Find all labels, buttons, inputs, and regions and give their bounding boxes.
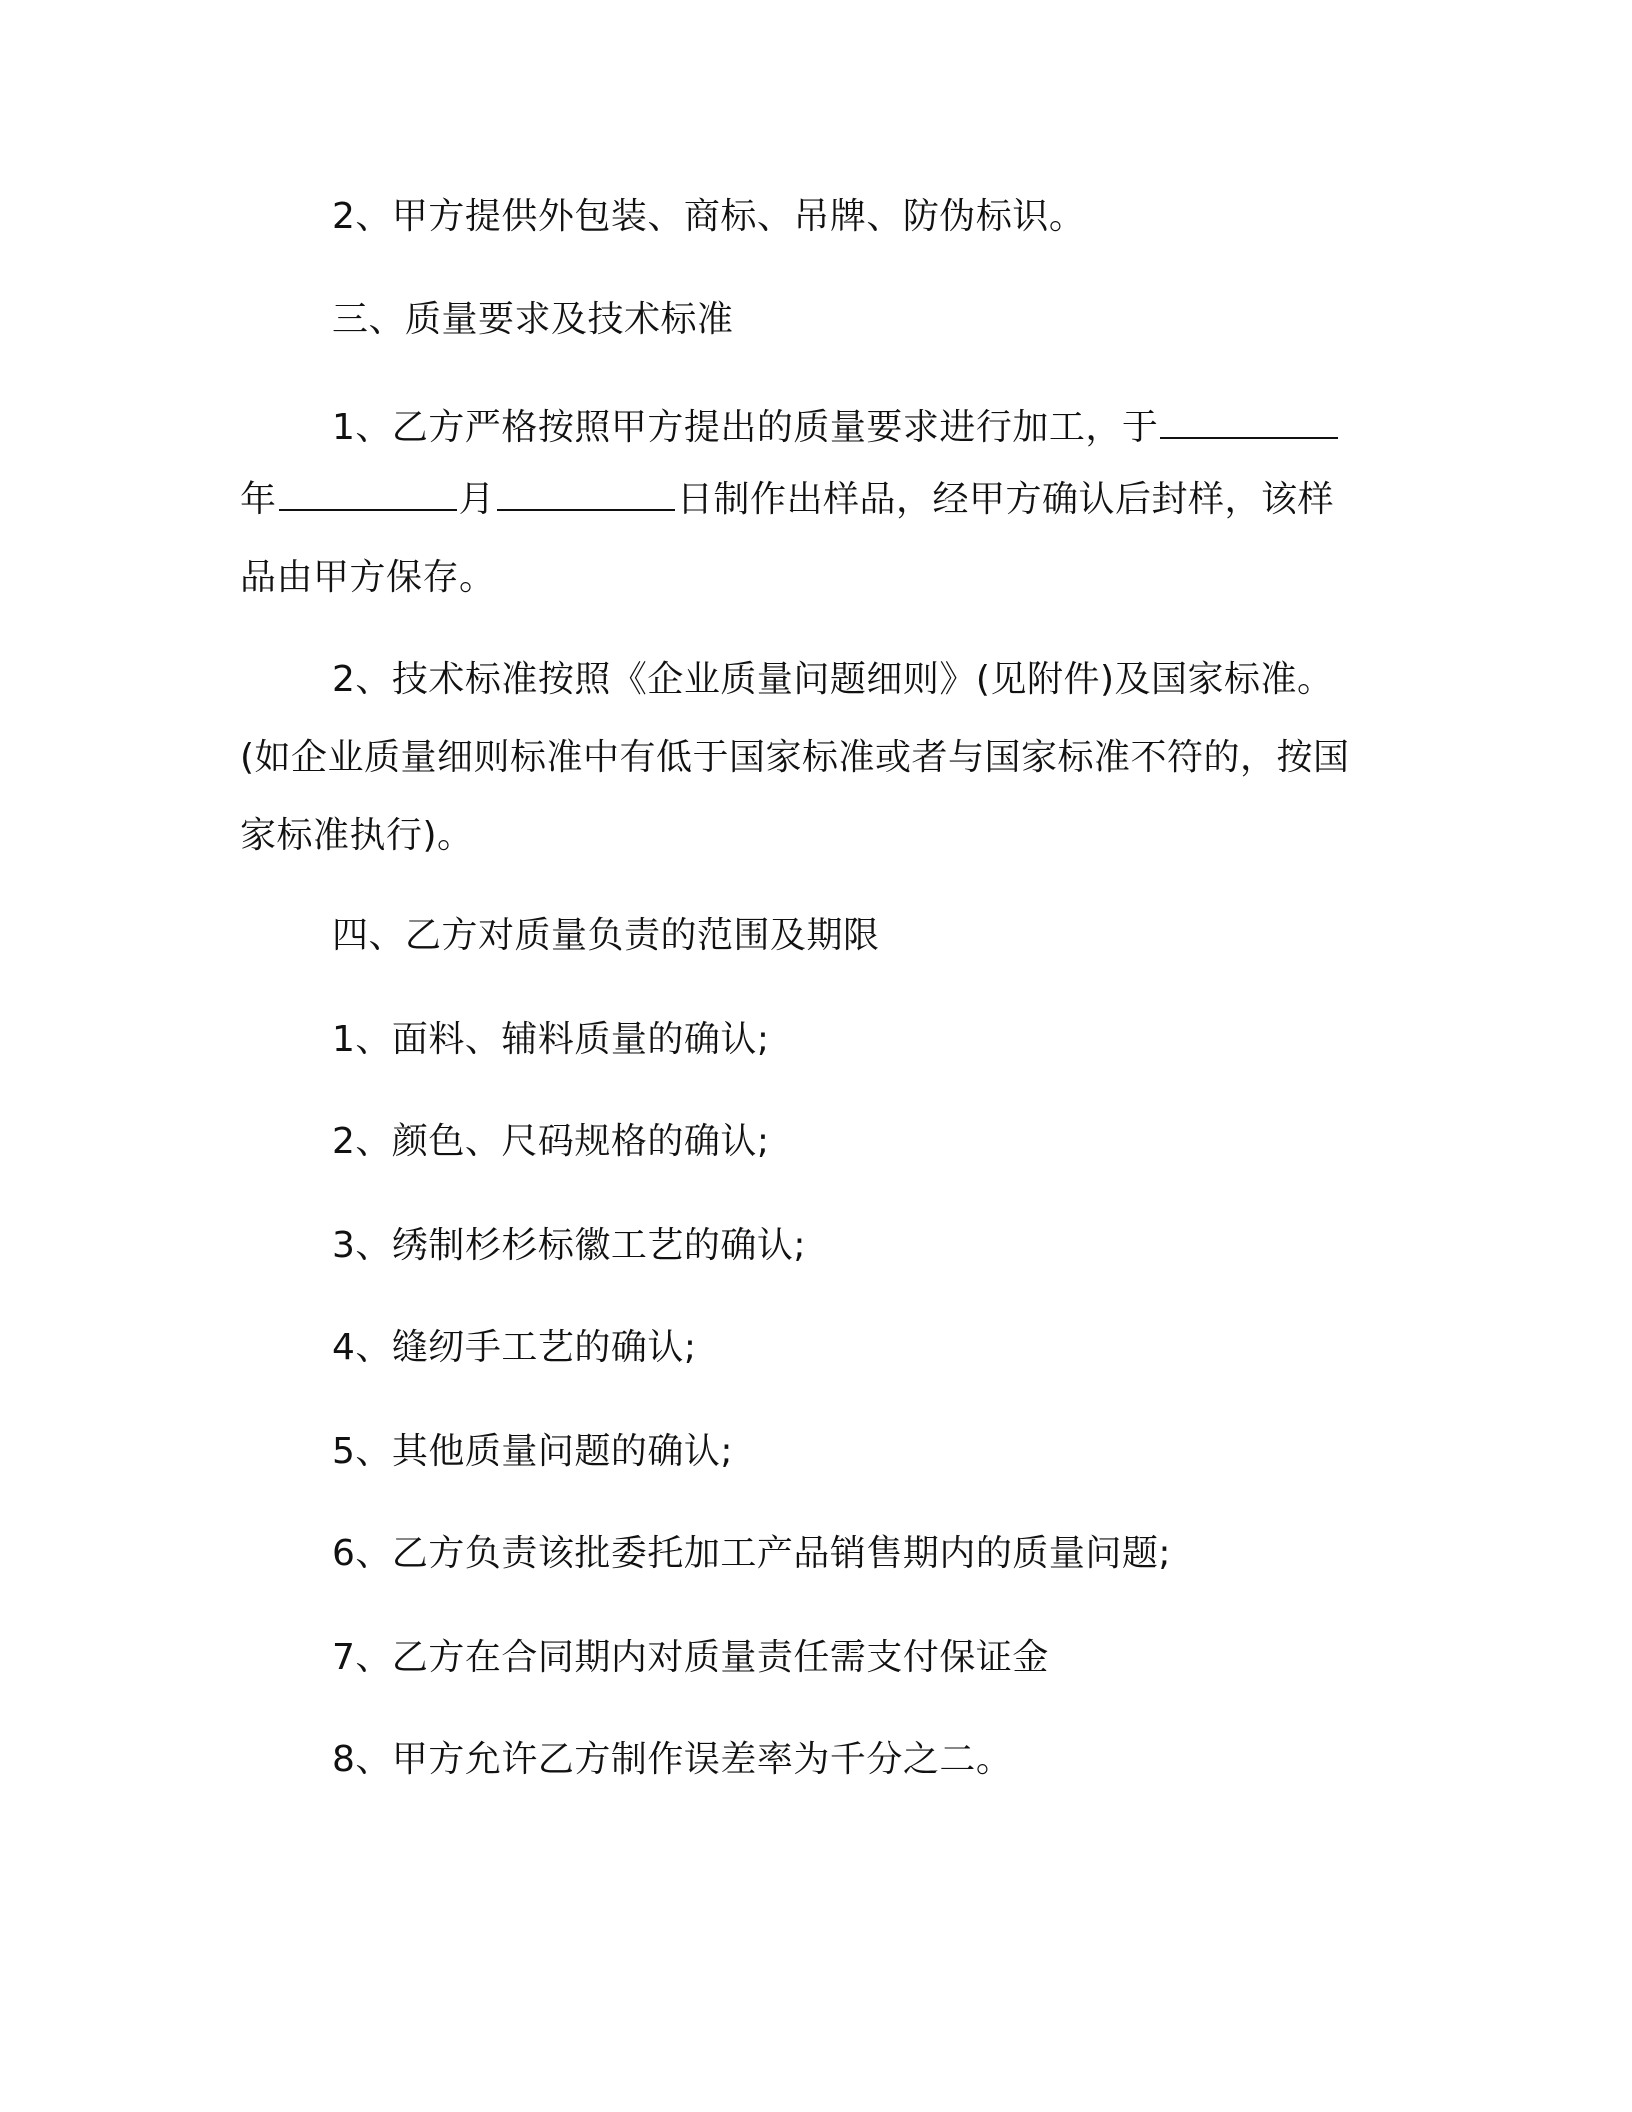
list-item: 3、绣制杉杉标徽工艺的确认; xyxy=(332,1225,807,1266)
list-item: 5、其他质量问题的确认; xyxy=(332,1431,734,1472)
section-heading-3: 三、质量要求及技术标准 xyxy=(332,299,734,340)
clause-2-packaging: 2、甲方提供外包装、商标、吊牌、防伪标识。 xyxy=(332,196,1086,237)
clause-3-1-line-3: 品由甲方保存。 xyxy=(240,557,496,598)
clause-3-1-line-2 xyxy=(240,478,1334,522)
blank-field-day xyxy=(497,479,675,511)
list-item: 1、面料、辅料质量的确认; xyxy=(332,1019,770,1060)
list-item: 6、乙方负责该批委托加工产品销售期内的质量问题; xyxy=(332,1533,1172,1574)
month-label: 月 xyxy=(458,479,496,520)
list-item: 7、乙方在合同期内对质量责任需支付保证金 xyxy=(332,1637,1049,1678)
year-label: 年 xyxy=(240,479,277,520)
list-item: 8、甲方允许乙方制作误差率为千分之二。 xyxy=(332,1739,1013,1780)
clause-3-2-line-1: 2、技术标准按照《企业质量问题细则》(见附件)及国家标准。 xyxy=(332,659,1334,700)
clause-3-1-line-1 xyxy=(332,406,1340,450)
list-item: 2、颜色、尺码规格的确认; xyxy=(332,1121,770,1162)
blank-field-month xyxy=(279,479,457,511)
clause-3-2-line-3: 家标准执行)。 xyxy=(240,815,474,856)
clause-3-2-line-2: (如企业质量细则标准中有低于国家标准或者与国家标准不符的，按国 xyxy=(240,737,1350,778)
clause-3-1-rest: 日制作出样品，经甲方确认后封样，该样 xyxy=(677,479,1335,520)
clause-3-1-text: 1、乙方严格按照甲方提出的质量要求进行加工，于 xyxy=(332,407,1159,448)
list-item: 4、缝纫手工艺的确认; xyxy=(332,1327,697,1368)
blank-field-year xyxy=(1160,407,1338,439)
section-heading-4: 四、乙方对质量负责的范围及期限 xyxy=(332,915,880,956)
